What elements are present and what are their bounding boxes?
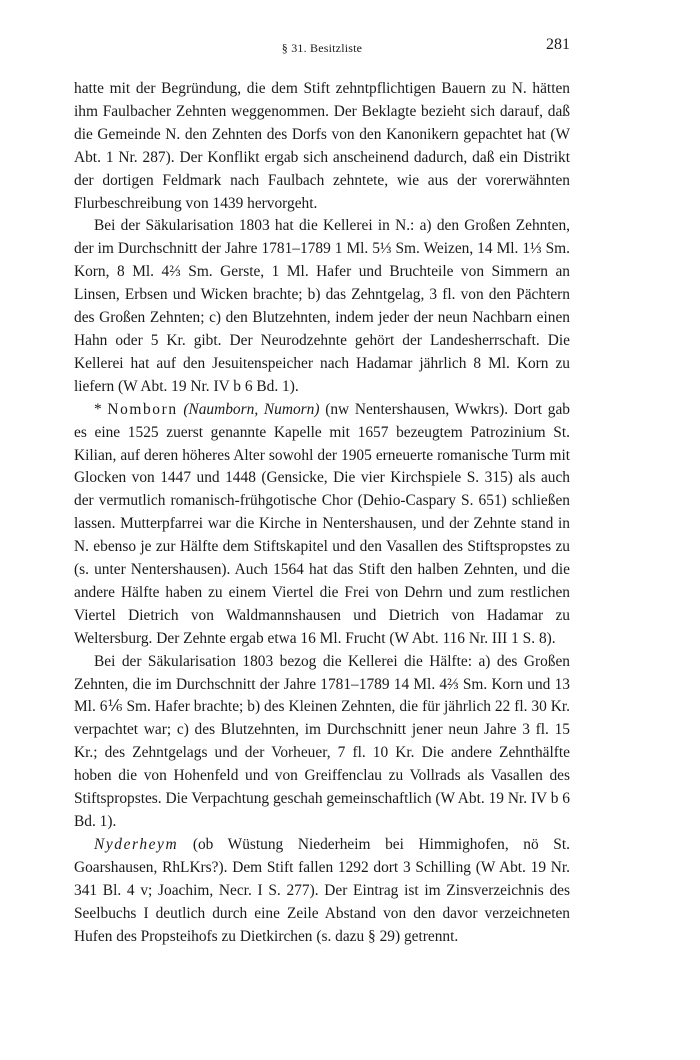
entry-name: Nomborn [107, 400, 178, 418]
entry-name: Nyderheym [94, 835, 179, 853]
page-number: 281 [546, 36, 570, 53]
paragraph-text: hatte mit der Begründung, die dem Stift zehntpflichtigen Bauern zu N. hätten ihm Faulbacher Zehnten weggenommen. Der Beklagte bezieht sich darauf, daß die Gemeinde N. den Zehnten des Dorfs von den Kanonikern gepachtet hat (W Abt. 1 Nr. 287). Der Konflikt ergab sich anscheinend dadurch, daß ein Distrikt der dortigen Feldmark nach Faulbach zehntete, wie aus der vorerwähnten Flurbeschreibung von 1439 hervorgeht. [74, 80, 570, 212]
body-text [74, 78, 570, 948]
paragraph-faulbach-conflict [74, 78, 570, 215]
running-title: § 31. Besitzliste [281, 41, 363, 55]
paragraph-secularisation-half [74, 651, 570, 834]
entry-nyderheym [74, 834, 570, 949]
paragraph-text: Bei der Säkularisation 1803 bezog die Kellerei die Hälfte: a) des Großen Zehnten, die im Durchschnitt der Jahre 1781–1789 14 Ml. 4⅔ Sm. Korn und 13 Ml. 6⅙ Sm. Hafer brachte; b) des Kleinen Zehnten, die für jährlich 22 fl. 30 Kr. verpachtet war; c) des Blutzehnten, im Durchschnitt jener neun Jahre 3 fl. 15 Kr.; des Zehntgelags und der Vorheuer, 7 fl. 10 Kr. Die andere Zehnthälfte hoben die von Hohenfeld und von Greiffenclau zu Vollrads als Vasallen des Stiftspropstes. Die Verpachtung geschah gemeinschaftlich (W Abt. 19 Nr. IV b 6 Bd. 1). [74, 652, 570, 830]
paragraph-text: Bei der Säkularisation 1803 hat die Kellerei in N.: a) den Großen Zehnten, der im Durchschnitt der Jahre 1781–1789 1 Ml. 5⅓ Sm. Weizen, 14 Ml. 1⅓ Sm. Korn, 8 Ml. 4⅔ Sm. Gerste, 1 Ml. Hafer und Bruchteile von Simmern an Linsen, Erbsen und Wicken brachte; b) das Zehntgelag, 3 fl. von den Pächtern des Großen Zehnten; c) den Blutzehnten, indem jeder der neun Nachbarn einen Hahn oder 5 Kr. gibt. Der Neurodzehnte gehört der Landesherrschaft. Die Kellerei hat auf den Jesuitenspeicher nach Hadamar jährlich 8 Ml. Korn zu liefern (W Abt. 19 Nr. IV b 6 Bd. 1). [74, 217, 570, 395]
paragraph-text: (nw Nentershausen, Wwkrs). Dort gab es eine 1525 zuerst genannte Kapelle mit 1657 bezeugtem Patrozinium St. Kilian, auf deren höheres Alter sowohl der 1905 erneuerte romanische Turm mit Glocken von 1447 und 1448 (Gensicke, Die vier Kirchspiele S. 315) als auch der vermutlich romanisch-frühgotische Chor (Dehio-Caspary S. 651) schließen lassen. Mutterpfarrei war die Kirche in Nentershausen, und der Zehnte stand in N. ebenso je zur Hälfte dem Stiftskapitel und den Vasallen des Stiftspropstes zu (s. unter Nentershausen). Auch 1564 hat das Stift den halben Zehnten, und die andere Hälfte haben zu einem Viertel die Frei von Dehrn und zum restlichen Viertel Dietrich von Waldmannshausen und Dietrich von Hadamar zu Weltersburg. Der Zehnte ergab etwa 16 Ml. Frucht (W Abt. 116 Nr. III 1 S. 8). [74, 400, 571, 647]
book-page [74, 36, 570, 948]
paragraph-text: (ob Wüstung Niederheim bei Himmighofen, nö St. Goarshausen, RhLKrs?). Dem Stift fallen 1292 dort 3 Schilling (W Abt. 19 Nr. 341 Bl. 4 v; Joachim, Necr. I S. 277). Der Eintrag ist im Zinsverzeichnis des Seelbuchs I deutlich durch eine Zeile Abstand von den davor verzeichneten Hufen des Propsteihofs zu Dietkirchen (s. dazu § 29) getrennt. [74, 835, 570, 945]
page-header [74, 36, 570, 60]
paragraph-secularisation-kellerei [74, 215, 570, 398]
entry-marker: * [94, 400, 108, 418]
entry-variants: (Naumborn, Numorn) [183, 400, 320, 418]
entry-nomborn [74, 399, 570, 651]
